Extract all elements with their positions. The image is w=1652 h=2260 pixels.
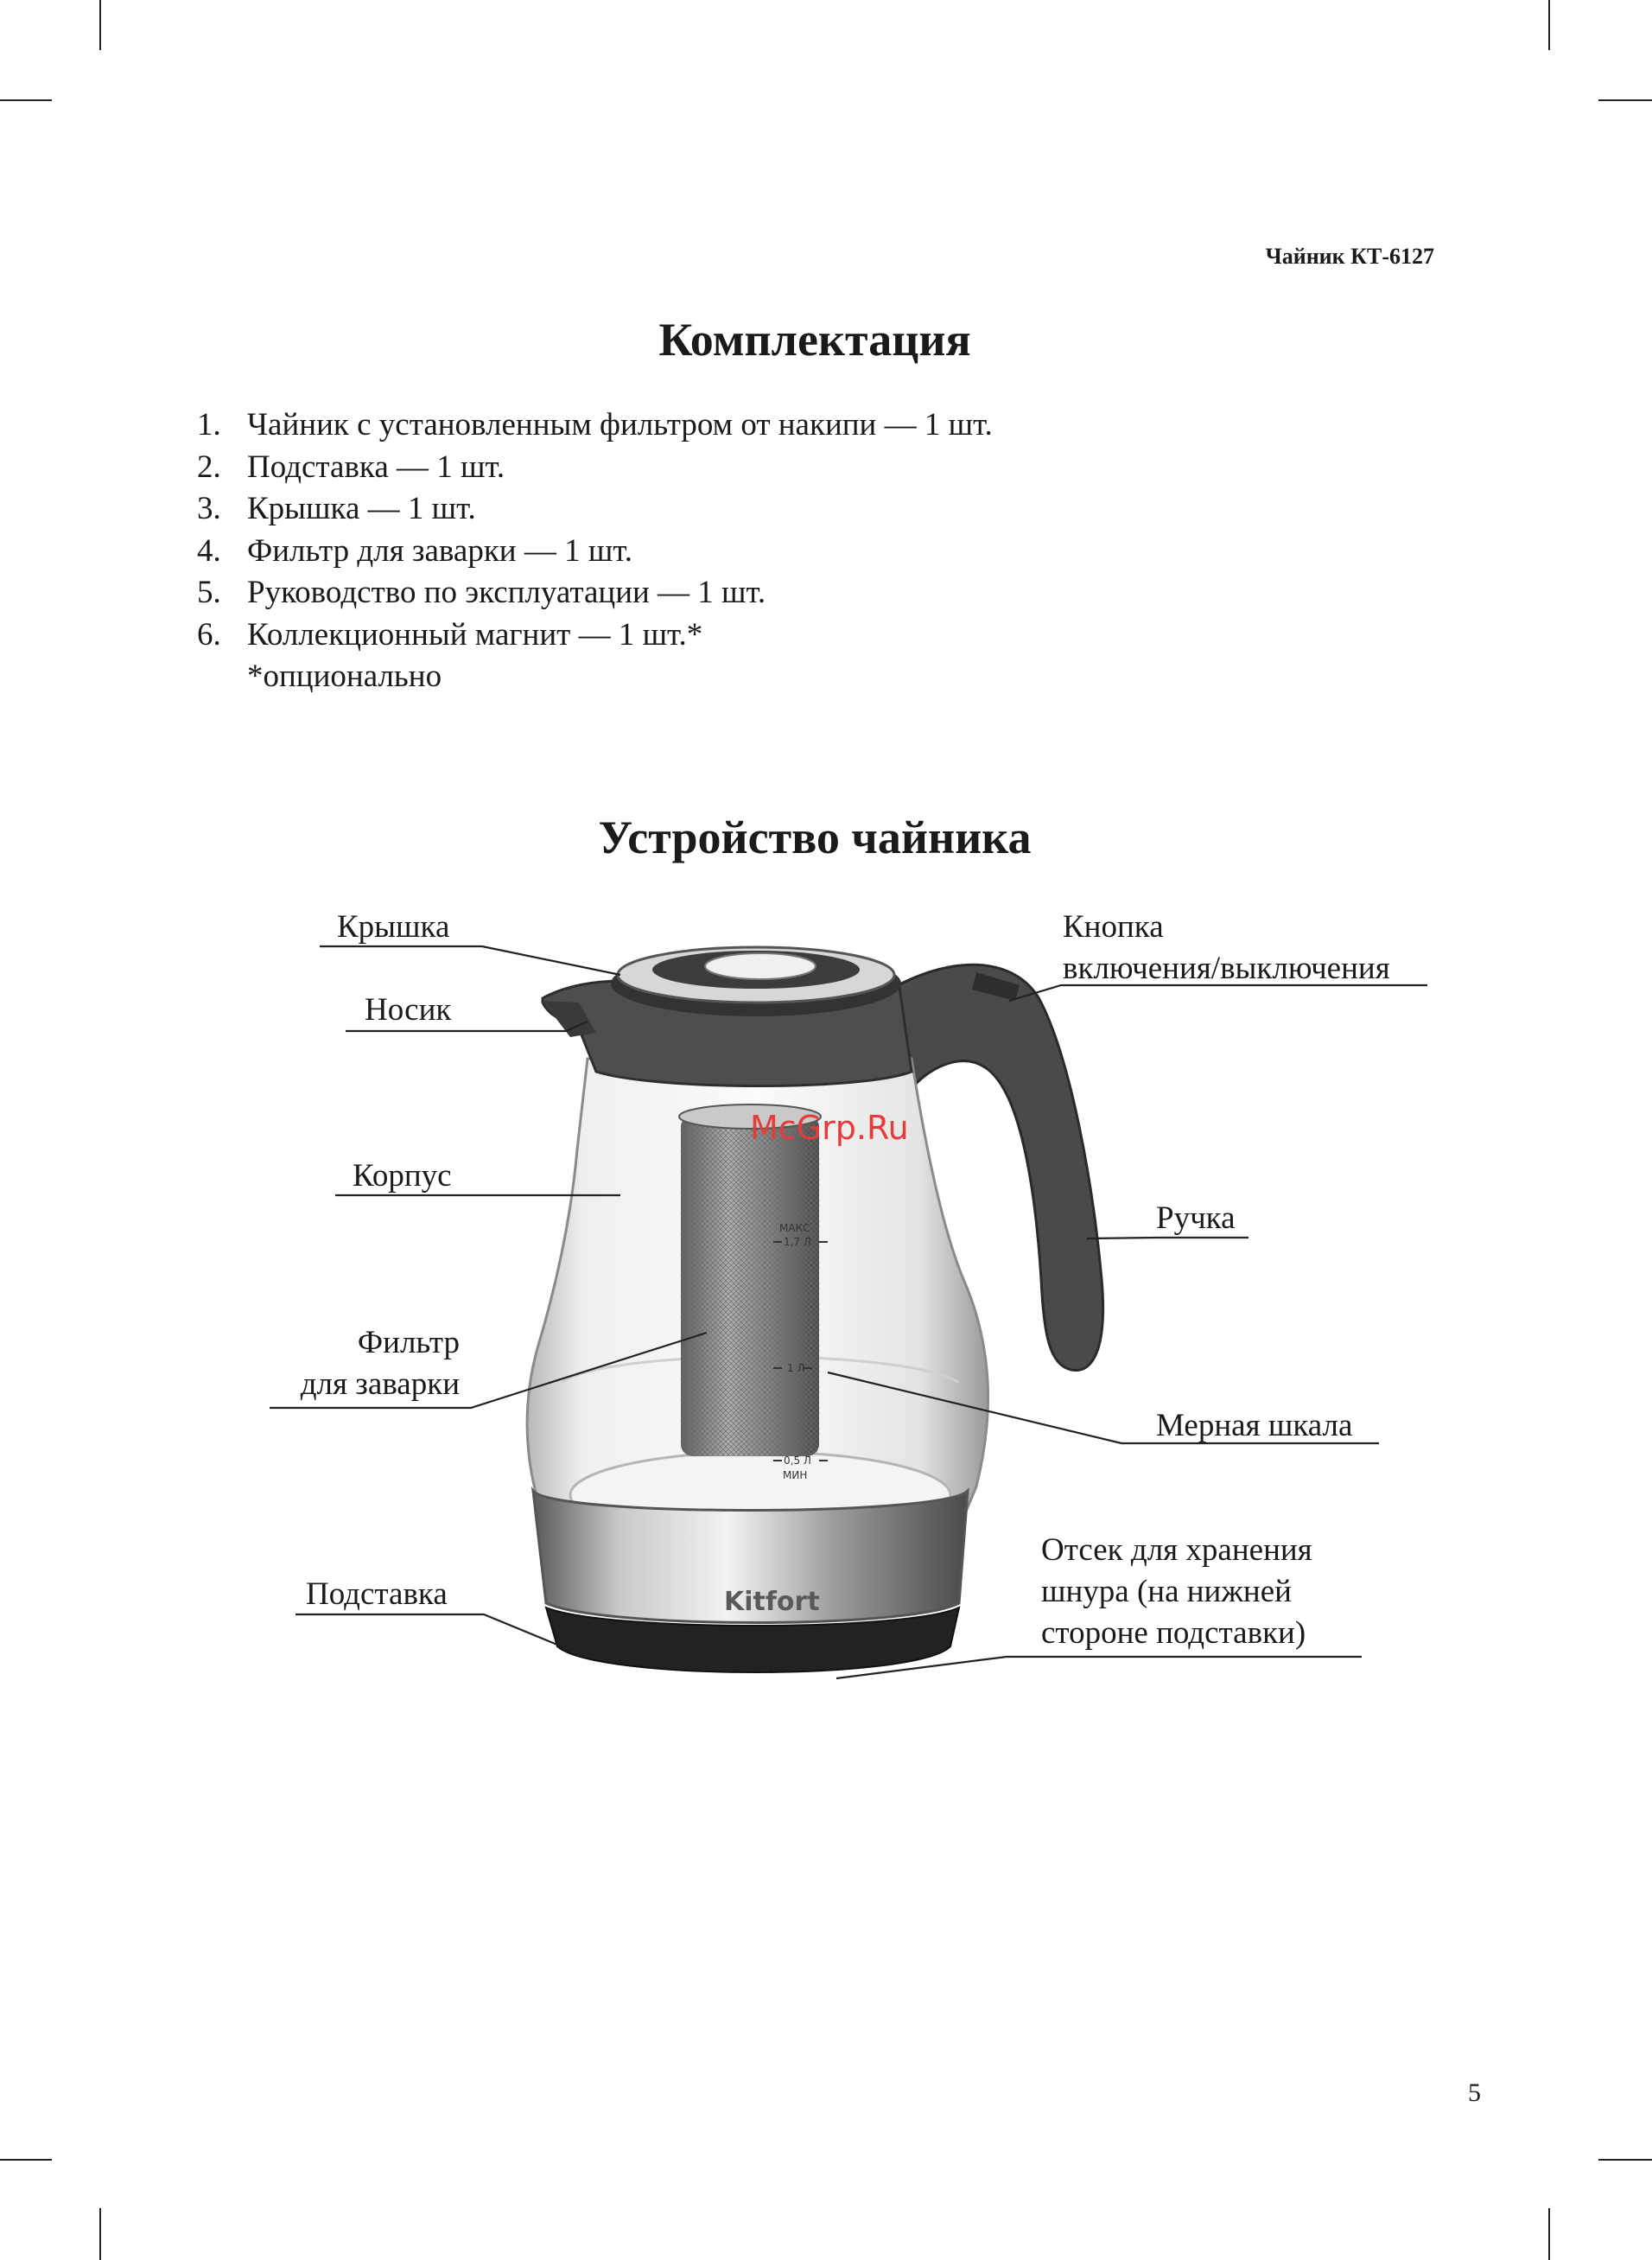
list-item: 3. Крышка — 1 шт.	[197, 491, 476, 526]
section-title-contents: Комплектация	[658, 314, 971, 366]
brand-logo: Kitfort	[724, 1587, 820, 1617]
scale-1-label: 1 Л	[787, 1362, 805, 1374]
list-item: 5. Руководство по эксплуатации — 1 шт.	[197, 575, 766, 610]
label-button-line1: Кнопка	[1063, 909, 1164, 945]
label-filter-line2: для заварки	[300, 1366, 460, 1402]
running-header: Чайник КТ-6127	[1265, 244, 1434, 269]
watermark: McGrp.Ru	[750, 1109, 909, 1147]
label-base: Подставка	[306, 1576, 448, 1612]
list-item: 4. Фильтр для заварки — 1 шт.	[197, 532, 632, 569]
label-button	[1063, 907, 1390, 990]
list-item: 2. Подставка — 1 шт.	[197, 449, 505, 485]
scale-max-label: МАКС	[779, 1222, 810, 1234]
scale-17-label: 1,7 Л	[784, 1236, 811, 1248]
label-handle: Ручка	[1156, 1200, 1236, 1236]
scale-min-label: МИН	[783, 1469, 808, 1481]
label-body: Корпус	[353, 1158, 452, 1194]
label-button-line2: включения/выключения	[1063, 951, 1390, 986]
label-lid: Крышка	[337, 909, 450, 945]
label-cord-line3: стороне подставки)	[1041, 1615, 1306, 1651]
section-title-device: Устройство чайника	[598, 812, 1032, 863]
list-item: 1. Чайник с установленным фильтром от накипи — 1 шт.	[197, 407, 993, 442]
label-filter	[270, 1322, 460, 1405]
label-cord-line1: Отсек для хранения	[1041, 1532, 1312, 1568]
label-cord-storage	[1041, 1530, 1312, 1654]
label-scale: Мерная шкала	[1156, 1408, 1353, 1443]
label-filter-line1: Фильтр	[357, 1325, 460, 1360]
label-spout: Носик	[365, 992, 452, 1028]
footnote: *опционально	[247, 659, 442, 694]
label-cord-line2: шнура (на нижней	[1041, 1574, 1292, 1609]
list-item: 6. Коллекционный магнит — 1 шт.*	[197, 616, 703, 653]
page-number: 5	[1468, 2079, 1481, 2107]
scale-05-label: 0,5 Л	[784, 1455, 811, 1467]
